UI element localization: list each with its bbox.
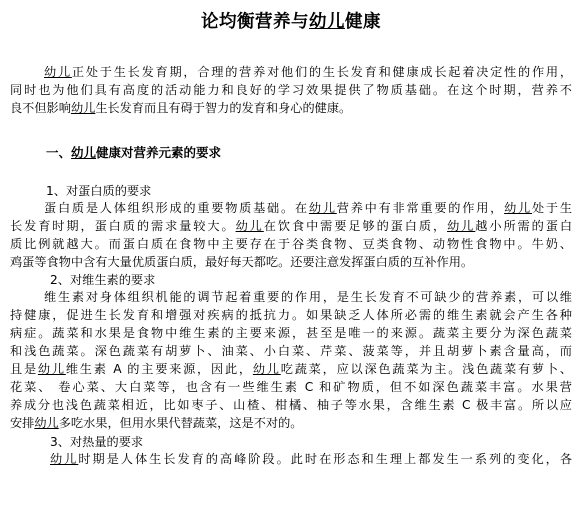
vitamin-line-1: 维生素对身体组织机能的调节起着重要的作用，是生长发育不可缺少的营养素，可以维 (44, 290, 572, 304)
vitamin-line-8: 安排幼儿多吃水果，但用水果代替蔬菜，这是不对的。 (10, 416, 303, 430)
vitamin-line-2: 持健康，促进生长发育和增强对疾病的抵抗力。如果缺乏人体所必需的维生素就会产生各种 (10, 308, 572, 322)
vitamin-line-4: 和浅色蔬菜。深色蔬菜有胡萝卜、油菜、小白菜、芹菜、菠菜等，并且胡萝卜素含量高，而 (10, 344, 572, 358)
vitamin-line-7: 养成分也浅色蔬菜相近，比如枣子、山楂、柑橘、柚子等水果，含维生素 C 极丰富。所以应 (10, 398, 572, 412)
subheading-energy: 3、对热量的要求 (50, 435, 144, 449)
energy-line-1: 幼儿时期是人体生长发育的高峰阶段。此时在形态和生理上都发生一系列的变化，各 (50, 452, 573, 466)
intro-line-2: 同时也为他们具有高度的活动能力和良好的学习效果提供了物质基础。在这个时期，营养不 (10, 83, 572, 97)
vitamin-line-5: 且是幼儿维生素 A 的主要来源，因此，幼儿吃蔬菜，应以深色蔬菜为主。浅色蔬菜有萝卜、 (10, 362, 572, 376)
vitamin-line-3: 病症。蔬菜和水果是食物中维生素的主要来源，甚至是唯一的来源。蔬菜主要分为深色蔬菜 (10, 326, 572, 340)
intro-line-3: 良不但影响幼儿生长发育而且有碍于智力的发育和身心的健康。 (10, 101, 352, 115)
intro-line-1: 幼儿正处于生长发育期，合理的营养对他们的生长发育和健康成长起着决定性的作用， (44, 65, 573, 79)
protein-line-4: 鸡蛋等食物中含有大量优质蛋白质，最好每天都吃。还要注意发挥蛋白质的互补作用。 (10, 255, 474, 269)
subheading-vitamin: 2、对维生素的要求 (50, 273, 156, 287)
protein-line-1: 蛋白质是人体组织形成的重要物质基础。在幼儿营养中有非常重要的作用，幼儿处于生 (44, 201, 573, 215)
document-title: 论均衡营养与幼儿健康 (201, 12, 381, 32)
protein-line-2: 长发育时期，蛋白质的需求量较大。幼儿在饮食中需要足够的蛋白质，幼儿越小所需的蛋白 (10, 219, 573, 233)
section-heading-1: 一、幼儿健康对营养元素的要求 (46, 145, 222, 160)
subheading-protein: 1、对蛋白质的要求 (46, 184, 152, 198)
protein-line-3: 质比例就越大。而蛋白质在食物中主要存在于谷类食物、豆类食物、动物性食物中。牛奶、 (10, 237, 572, 251)
vitamin-line-6: 花菜、 卷心菜、大白菜等，也含有一些维生素 C 和矿物质，但不如深色蔬菜丰富。水果营 (10, 380, 572, 394)
